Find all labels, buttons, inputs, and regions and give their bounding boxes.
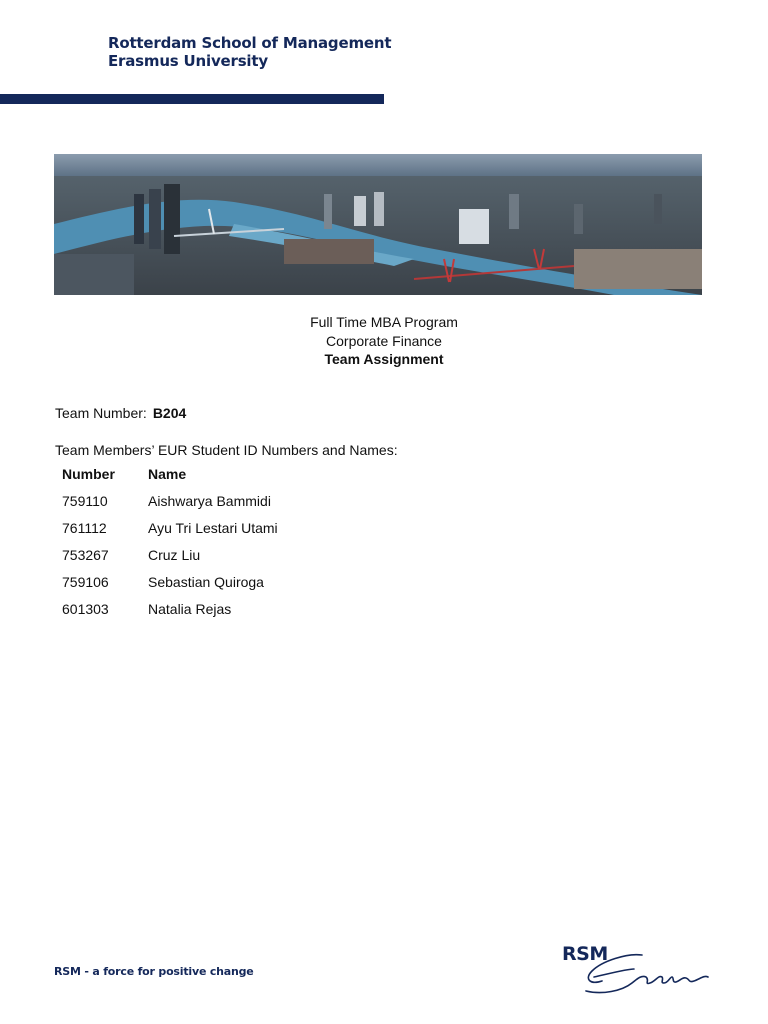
column-header-number: Number: [62, 466, 115, 482]
student-name: Sebastian Quiroga: [148, 574, 264, 590]
student-id: 753267: [62, 547, 109, 563]
rotterdam-skyline-illustration: [54, 154, 702, 295]
course-name: Corporate Finance: [326, 332, 442, 349]
rsm-erasmus-logo: [562, 943, 712, 999]
header-bar: [0, 94, 384, 104]
team-number-label: Team Number:: [55, 405, 147, 421]
program-name: Full Time MBA Program: [310, 314, 458, 330]
student-id: 759110: [62, 493, 108, 509]
student-name: Natalia Rejas: [148, 601, 232, 617]
cover-title-block: [0, 313, 768, 369]
student-name: Cruz Liu: [148, 547, 201, 563]
assignment-title: Team Assignment: [324, 351, 444, 367]
column-header-name: Name: [148, 466, 187, 482]
logo-line-school: Rotterdam School of Management: [108, 34, 392, 52]
student-id: 601303: [62, 601, 109, 617]
hero-image: [54, 154, 702, 295]
members-heading: Team Members’ EUR Student ID Numbers and Names:: [55, 442, 398, 458]
team-number: [55, 405, 186, 421]
logo-line-university: Erasmus University: [108, 52, 268, 70]
student-id: 759106: [62, 574, 109, 590]
student-name: Ayu Tri Lestari Utami: [148, 520, 278, 536]
student-name: Aishwarya Bammidi: [148, 493, 271, 509]
erasmus-signature-icon: [572, 947, 712, 999]
student-id: 761112: [62, 520, 107, 536]
footer-tagline: RSM - a force for positive change: [54, 965, 254, 978]
team-number-value: B204: [152, 405, 187, 421]
rsm-logo-text: RSM: [562, 943, 608, 965]
